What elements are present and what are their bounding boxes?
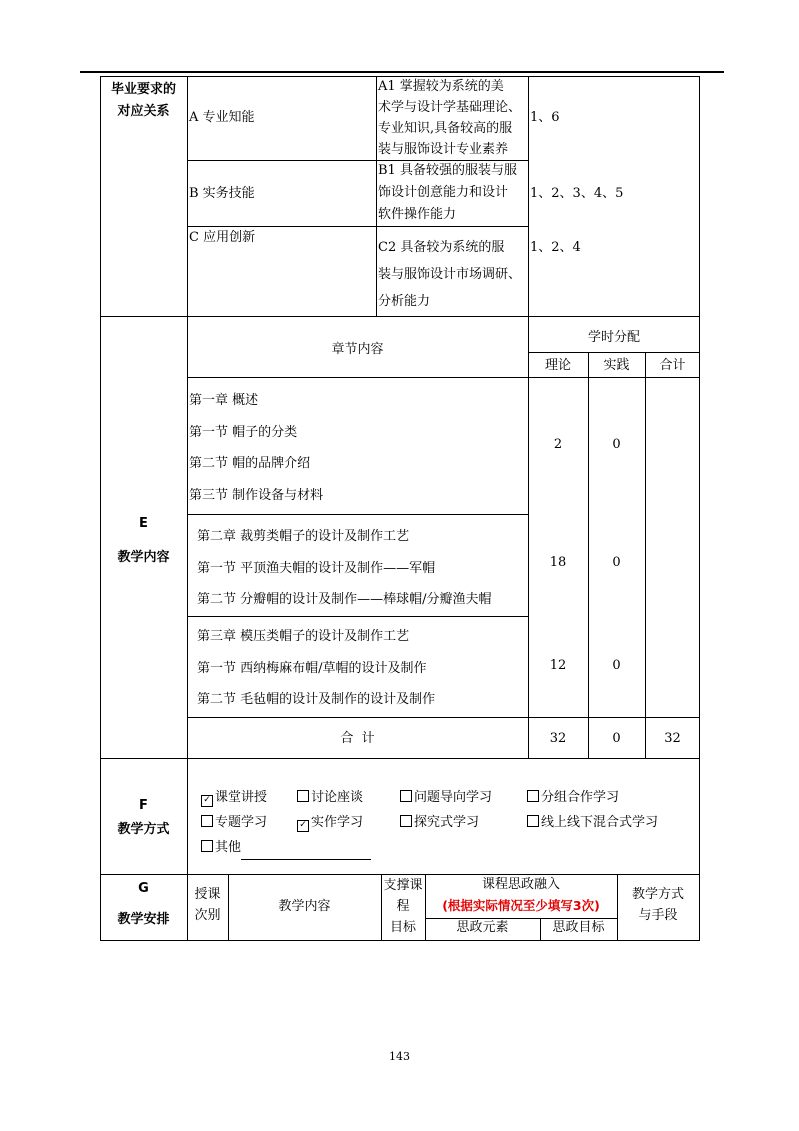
list-item: 第一节 西纳梅麻布帽/草帽的设计及制作 <box>197 660 427 676</box>
col-support: 支撑课 程 目标 <box>383 878 423 935</box>
page-number: 143 <box>389 1050 410 1063</box>
option-problem-based[interactable]: 问题导向学习 <box>400 786 492 810</box>
chapter-1-theory: 2 <box>553 437 563 452</box>
category-c: C 应用创新 <box>189 230 256 245</box>
list-item: 第一节 平顶渔夫帽的设计及制作——军帽 <box>197 560 436 576</box>
col-content: 教学内容 <box>278 899 331 914</box>
header-practice: 实践 <box>603 358 630 373</box>
checkbox-icon[interactable] <box>527 790 539 802</box>
checkbox-icon[interactable] <box>201 840 213 852</box>
checkbox-icon[interactable]: ✓ <box>297 820 309 832</box>
mapping-c2: 1、2、4 <box>530 240 581 255</box>
option-group-work[interactable]: 分组合作学习 <box>527 786 619 810</box>
list-item: 第三章 模压类帽子的设计及制作工艺 <box>197 629 410 644</box>
col-method: 教学方式 与手段 <box>631 887 684 923</box>
category-a: A 专业知能 <box>189 110 255 125</box>
section-g-label: 教学安排 <box>117 912 170 927</box>
chapter-3-practice: 0 <box>612 658 621 673</box>
chapter-3-list <box>197 621 435 716</box>
list-item: 第二节 分瓣帽的设计及制作——棒球帽/分瓣渔夫帽 <box>197 592 492 607</box>
list-item: 第三节 制作设备与材料 <box>189 487 324 503</box>
section-f-letter: F <box>139 798 148 813</box>
section-g-letter: G <box>138 881 149 896</box>
list-item: 第二节 帽的品牌介绍 <box>189 456 311 471</box>
header-theory: 理论 <box>544 358 571 373</box>
list-item: 第二章 裁剪类帽子的设计及制作工艺 <box>197 529 410 544</box>
list-item: 第二节 毛毡帽的设计及制作的设计及制作 <box>197 692 436 707</box>
chapter-2-theory: 18 <box>549 555 567 570</box>
option-inquiry[interactable]: 探究式学习 <box>400 811 479 835</box>
list-item: 第一章 概述 <box>189 393 259 408</box>
checkbox-icon[interactable]: ✓ <box>201 795 213 807</box>
section-e-letter: E <box>139 516 148 531</box>
checkbox-icon[interactable] <box>297 790 309 802</box>
col-goal: 思政目标 <box>552 920 605 935</box>
section-f-label: 教学方式 <box>117 822 170 837</box>
chapter-3-theory: 12 <box>549 658 567 673</box>
chapter-1-practice: 0 <box>612 437 621 452</box>
sum-theory: 32 <box>549 731 567 746</box>
option-lecture[interactable]: ✓ 课堂讲授 <box>201 786 267 810</box>
checkbox-icon[interactable] <box>527 815 539 827</box>
requirement-c2: C2 具备较为系统的服 装与服饰设计市场调研、 分析能力 <box>378 240 522 309</box>
col-session: 授课 次别 <box>194 887 221 923</box>
section-a-label-2: 对应关系 <box>117 104 170 119</box>
option-discussion[interactable]: 讨论座谈 <box>297 786 363 810</box>
requirement-a1: A1 掌握较为系统的美 术学与设计学基础理论、 专业知识,具备较高的服 装与服饰设计专业素养 <box>378 79 522 157</box>
option-blended[interactable]: 线上线下混合式学习 <box>527 811 658 835</box>
checkbox-icon[interactable] <box>400 815 412 827</box>
header-rule <box>80 71 724 73</box>
sum-total: 32 <box>664 731 681 746</box>
other-input-line[interactable] <box>241 845 371 860</box>
mapping-a1: 1、6 <box>530 110 560 125</box>
category-b: B 实务技能 <box>189 186 255 201</box>
col-ideology: 课程思政融入 <box>481 877 560 892</box>
option-practical[interactable]: ✓ 实作学习 <box>297 811 363 835</box>
chapter-2-practice: 0 <box>612 555 621 570</box>
col-element: 思政元素 <box>456 920 509 935</box>
section-e-label: 教学内容 <box>117 550 170 565</box>
sum-practice: 0 <box>612 731 621 746</box>
option-topic-study[interactable]: 专题学习 <box>201 811 267 835</box>
checkbox-icon[interactable] <box>400 790 412 802</box>
section-a-label-1: 毕业要求的 <box>110 82 176 97</box>
option-other[interactable]: 其他 <box>201 836 371 860</box>
header-hours: 学时分配 <box>587 330 640 345</box>
checkbox-icon[interactable] <box>201 815 213 827</box>
list-item: 第一节 帽子的分类 <box>189 424 298 440</box>
header-total: 合计 <box>659 358 686 373</box>
col-ideology-note: (根据实际情况至少填写3次) <box>442 898 600 913</box>
chapter-1-list <box>189 385 323 511</box>
requirement-b1: B1 具备较强的服装与服 饰设计创意能力和设计 软件操作能力 <box>378 163 517 222</box>
sum-label: 合 计 <box>340 731 375 746</box>
header-chapter: 章节内容 <box>331 342 384 357</box>
mapping-b1: 1、2、3、4、5 <box>530 186 624 201</box>
chapter-2-list <box>197 521 492 616</box>
